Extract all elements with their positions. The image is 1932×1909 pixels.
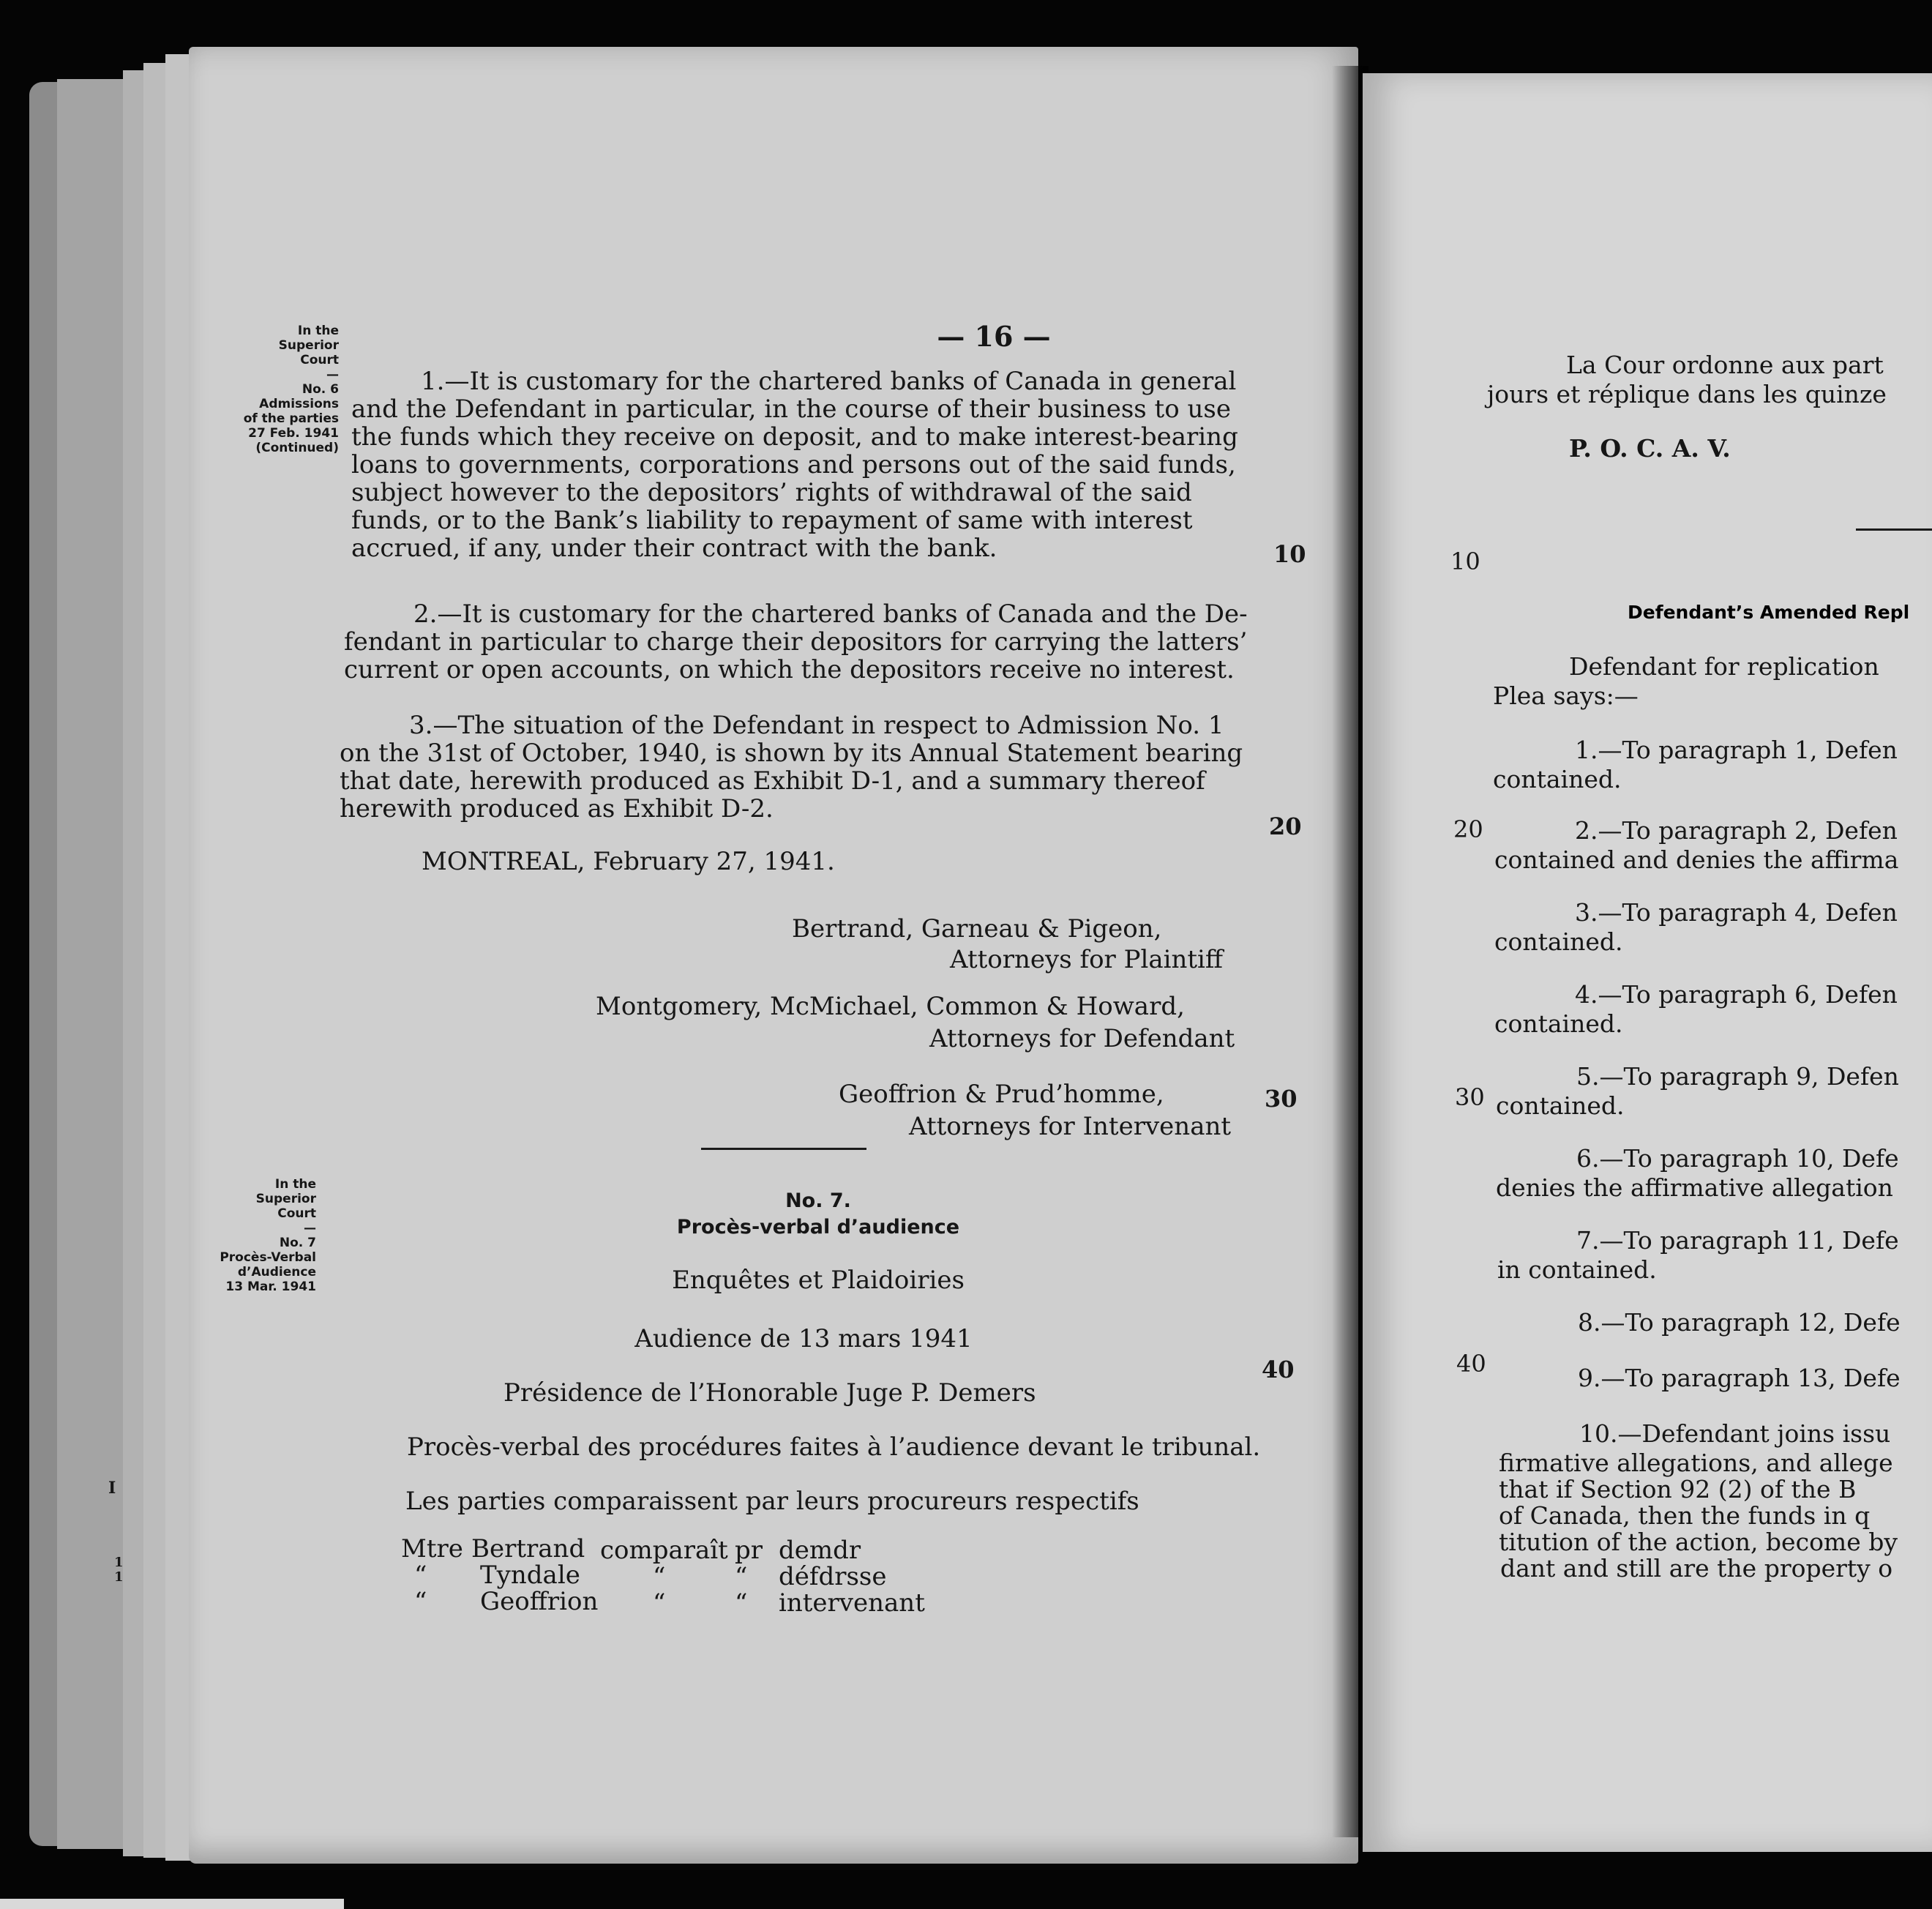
page-number: — 16 — (937, 320, 1051, 353)
text-line: 3.—To paragraph 4, Defen (1575, 898, 1898, 927)
paragraph-1 (351, 367, 1456, 562)
appearance-pr: “ (735, 1588, 748, 1618)
margin-line: In the (297, 324, 339, 338)
section-subtitle: Enquêtes et Plaidoiries (672, 1266, 965, 1295)
hearing-date: Audience de 13 mars 1941 (634, 1324, 973, 1353)
text-line: accrued, if any, under their contract with the bank. (351, 534, 997, 563)
line-number: 30 (1455, 1083, 1485, 1111)
appearance-pr-column (735, 1537, 779, 1616)
appearance-party: défdrsse (779, 1562, 887, 1591)
line-number: 40 (1456, 1350, 1486, 1378)
appearance-verb: comparaît (600, 1536, 728, 1565)
text-line: 5.—To paragraph 9, Defen (1576, 1062, 1899, 1091)
text-line: that if Section 92 (2) of the B (1499, 1475, 1857, 1503)
appearance-pr: pr (735, 1536, 763, 1565)
text-line: 3.—The situation of the Defendant in respect to Admission No. 1 (409, 711, 1224, 740)
margin-line: No. 6 (302, 382, 339, 397)
margin-line: Court (300, 353, 339, 367)
paragraph-2 (344, 600, 1449, 684)
section-heading: Defendant’s Amended Repl (1628, 602, 1910, 623)
text-line: 1.—It is customary for the chartered banks of Canada in general (421, 367, 1237, 396)
margin-line: of the parties (243, 411, 339, 426)
text-line: the funds which they receive on deposit, and to make interest-bearing (351, 422, 1238, 452)
text-line: titution of the action, become by (1499, 1528, 1898, 1556)
parties-line: Les parties comparaissent par leurs procureurs respectifs (405, 1487, 1139, 1516)
text-line: Plea says:— (1493, 681, 1639, 710)
margin-line: Court (277, 1206, 316, 1221)
text-line: dant and still are the property o (1500, 1554, 1893, 1583)
text-line: 4.—To paragraph 6, Defen (1575, 980, 1898, 1009)
text-line: 2.—To paragraph 2, Defen (1575, 816, 1898, 845)
margin-line: (Continued) (255, 441, 339, 455)
edge-mark: I (108, 1479, 116, 1498)
text-line: firmative allegations, and allege (1499, 1449, 1893, 1477)
text-line: 9.—To paragraph 13, Defe (1578, 1364, 1901, 1392)
appearance-party: demdr (779, 1536, 861, 1565)
signature-firm: Geoffrion & Prud’homme, (839, 1080, 1164, 1109)
margin-line: In the (274, 1177, 316, 1192)
text-line: 2.—It is customary for the chartered banks of Canada and the De- (413, 599, 1248, 629)
margin-line: Admissions (259, 397, 339, 411)
line-number: 30 (1265, 1085, 1298, 1113)
section-title: Procès-verbal d’audience (676, 1216, 960, 1239)
text-line: current or open accounts, on which the depositors receive no interest. (344, 655, 1235, 684)
minutes-line: Procès-verbal des procédures faites à l’audience devant le tribunal. (407, 1432, 1261, 1462)
text-line: contained and denies the affirma (1494, 845, 1899, 874)
text-line: fendant in particular to charge their depositors for carrying the latters’ (344, 627, 1248, 657)
text-line: 1.—To paragraph 1, Defen (1575, 736, 1898, 764)
text-line: that date, herewith produced as Exhibit D-1, and a summary thereof (340, 766, 1205, 796)
text-line: contained. (1496, 1091, 1625, 1120)
appearance-verb: “ (653, 1562, 666, 1591)
line-number: 20 (1269, 812, 1302, 840)
text-line: contained. (1494, 1009, 1623, 1038)
appearance-verb: “ (653, 1588, 666, 1618)
margin-line: d’Audience (237, 1265, 316, 1279)
margin-line: — (304, 1221, 316, 1236)
margin-line: 27 Feb. 1941 (248, 426, 339, 441)
text-line: and the Defendant in particular, in the course of their business to use (351, 395, 1231, 424)
text-line: loans to governments, corporations and persons out of the said funds, (351, 450, 1236, 479)
appearance-title: “ (414, 1587, 427, 1616)
text-line: denies the affirmative allegation (1496, 1173, 1893, 1202)
margin-line: Superior (255, 1192, 316, 1206)
text-line: contained. (1494, 927, 1623, 956)
appearance-verb-column (600, 1537, 746, 1616)
text-line: 10.—Defendant joins issu (1579, 1419, 1891, 1448)
text-line: jours et réplique dans les quinze (1487, 380, 1887, 408)
signature-firm: Bertrand, Garneau & Pigeon, (792, 914, 1162, 944)
text-line: subject however to the depositors’ rights of withdrawal of the said (351, 478, 1192, 507)
margin-line: No. 7 (279, 1236, 316, 1250)
scan-edge-strip (0, 1899, 344, 1909)
margin-line: Procès-Verbal (220, 1250, 316, 1265)
section-divider (1856, 528, 1932, 531)
text-line: on the 31st of October, 1940, is shown by its Annual Statement bearing (340, 739, 1243, 768)
attorney-name: Bertrand (471, 1534, 585, 1564)
attorney-name: Geoffrion (480, 1587, 599, 1616)
appearance-name-column (471, 1536, 618, 1615)
text-line: 8.—To paragraph 12, Defe (1578, 1308, 1901, 1337)
text-line: P. O. C. A. V. (1569, 434, 1731, 463)
margin-note-proces-verbal (167, 1177, 316, 1294)
appearance-party-column (779, 1537, 954, 1616)
signature-role: Attorneys for Intervenant (909, 1112, 1232, 1141)
line-number: 10 (1450, 548, 1480, 575)
appearance-title-column (401, 1536, 467, 1615)
margin-line: Superior (278, 338, 339, 353)
line-number: 10 (1273, 540, 1306, 568)
appearance-title: Mtre (401, 1534, 463, 1564)
signature-role: Attorneys for Defendant (929, 1024, 1235, 1053)
appearance-party: intervenant (779, 1588, 925, 1618)
signature-role: Attorneys for Plaintiff (950, 945, 1224, 974)
attorney-name: Tyndale (480, 1561, 580, 1590)
edge-mark: 1 (114, 1555, 124, 1570)
text-line: herewith produced as Exhibit D-2. (340, 794, 774, 823)
appearance-pr: “ (735, 1562, 748, 1591)
text-line: of Canada, then the funds in q (1499, 1501, 1871, 1530)
edge-mark: 1 (114, 1569, 124, 1585)
line-number: 20 (1453, 815, 1483, 843)
signature-firm: Montgomery, McMichael, Common & Howard, (596, 992, 1185, 1021)
text-line: La Cour ordonne aux part (1566, 351, 1884, 379)
dateline: MONTREAL, February 27, 1941. (422, 847, 835, 876)
left-page (189, 47, 1358, 1864)
text-line: 6.—To paragraph 10, Defe (1576, 1144, 1899, 1173)
line-number: 40 (1262, 1356, 1295, 1383)
section-divider (701, 1148, 866, 1150)
margin-note-admissions (189, 324, 339, 455)
text-line: funds, or to the Bank’s liability to repayment of same with interest (351, 506, 1193, 535)
text-line: contained. (1493, 765, 1622, 793)
margin-line: — (326, 367, 339, 382)
section-number: No. 7. (785, 1189, 851, 1212)
margin-line: 13 Mar. 1941 (225, 1279, 316, 1294)
paragraph-3 (340, 711, 1445, 823)
right-page (1363, 73, 1932, 1852)
presiding-judge: Présidence de l’Honorable Juge P. Demers (503, 1378, 1036, 1408)
text-line: in contained. (1497, 1255, 1657, 1284)
text-line: Defendant for replication (1569, 652, 1879, 681)
appearance-title: “ (414, 1561, 427, 1590)
text-line: 7.—To paragraph 11, Defe (1576, 1226, 1899, 1255)
